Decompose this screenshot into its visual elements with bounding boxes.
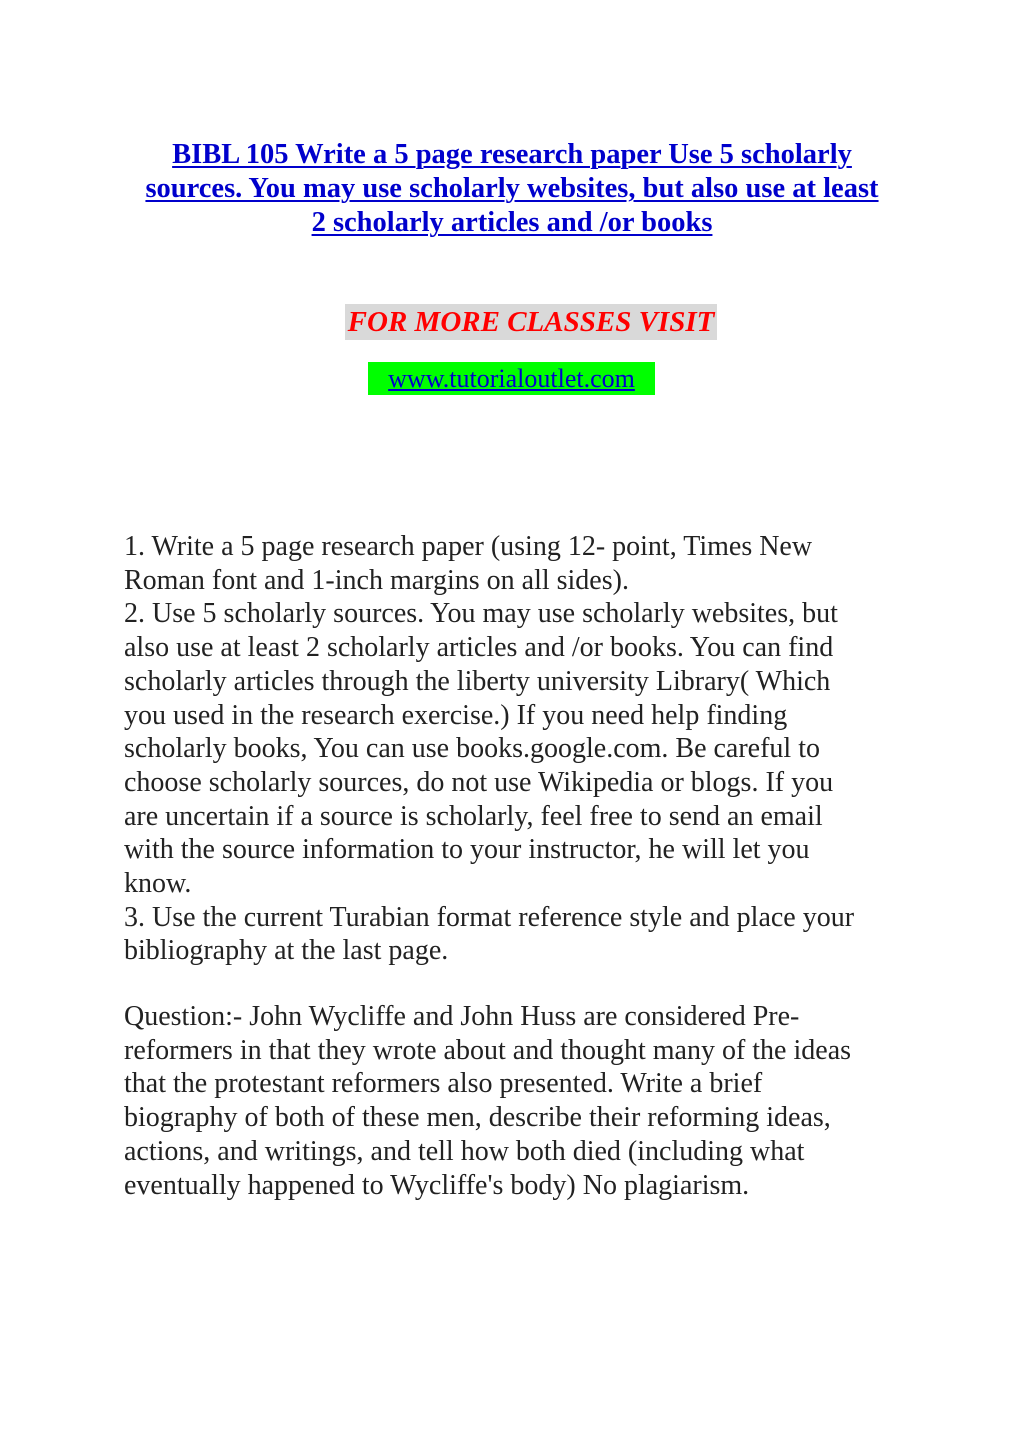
- instructions-paragraph: [124, 530, 924, 968]
- question-line: reformers in that they wrote about and thought many of the ideas: [124, 1034, 852, 1066]
- instruction-line: 3. Use the current Turabian format reference style and place your: [124, 901, 855, 933]
- question-line: eventually happened to Wycliffe's body) No plagiarism.: [124, 1169, 750, 1201]
- question-paragraph: [124, 1000, 924, 1202]
- title-line-1: BIBL 105 Write a 5 page research paper Use 5 scholarly: [172, 139, 852, 170]
- instruction-line: choose scholarly sources, do not use Wikipedia or blogs. If you: [124, 766, 834, 798]
- question-line: biography of both of these men, describe their reforming ideas,: [124, 1102, 831, 1134]
- instruction-line: scholarly articles through the liberty university Library( Which: [124, 665, 831, 697]
- instruction-line: know.: [124, 868, 192, 900]
- instruction-line: with the source information to your instructor, he will let you: [124, 834, 810, 866]
- title-line-2: sources. You may use scholarly websites, but also use at least: [145, 173, 879, 204]
- instruction-line: you used in the research exercise.) If you need help finding: [124, 699, 788, 731]
- document-title-link[interactable]: [110, 138, 914, 240]
- instruction-line: are uncertain if a source is scholarly, feel free to send an email: [124, 800, 823, 832]
- instruction-line: 2. Use 5 scholarly sources. You may use scholarly websites, but: [124, 598, 838, 630]
- more-classes-banner: FOR MORE CLASSES VISIT: [345, 304, 717, 340]
- instruction-line: 1. Write a 5 page research paper (using 12- point, Times New: [124, 531, 813, 562]
- instruction-line: bibliography at the last page.: [124, 935, 449, 967]
- instruction-line: scholarly books, You can use books.google.com. Be careful to: [124, 733, 820, 765]
- question-line: that the protestant reformers also presented. Write a brief: [124, 1068, 763, 1100]
- title-line-3: 2 scholarly articles and /or books: [311, 207, 713, 238]
- question-line: Question:- John Wycliffe and John Huss are considered Pre-: [124, 1001, 800, 1032]
- instruction-line: Roman font and 1-inch margins on all sides).: [124, 564, 629, 596]
- tutorialoutlet-link[interactable]: www.tutorialoutlet.com: [368, 362, 655, 395]
- question-line: actions, and writings, and tell how both died (including what: [124, 1135, 805, 1167]
- instruction-line: also use at least 2 scholarly articles and /or books. You can find: [124, 632, 834, 664]
